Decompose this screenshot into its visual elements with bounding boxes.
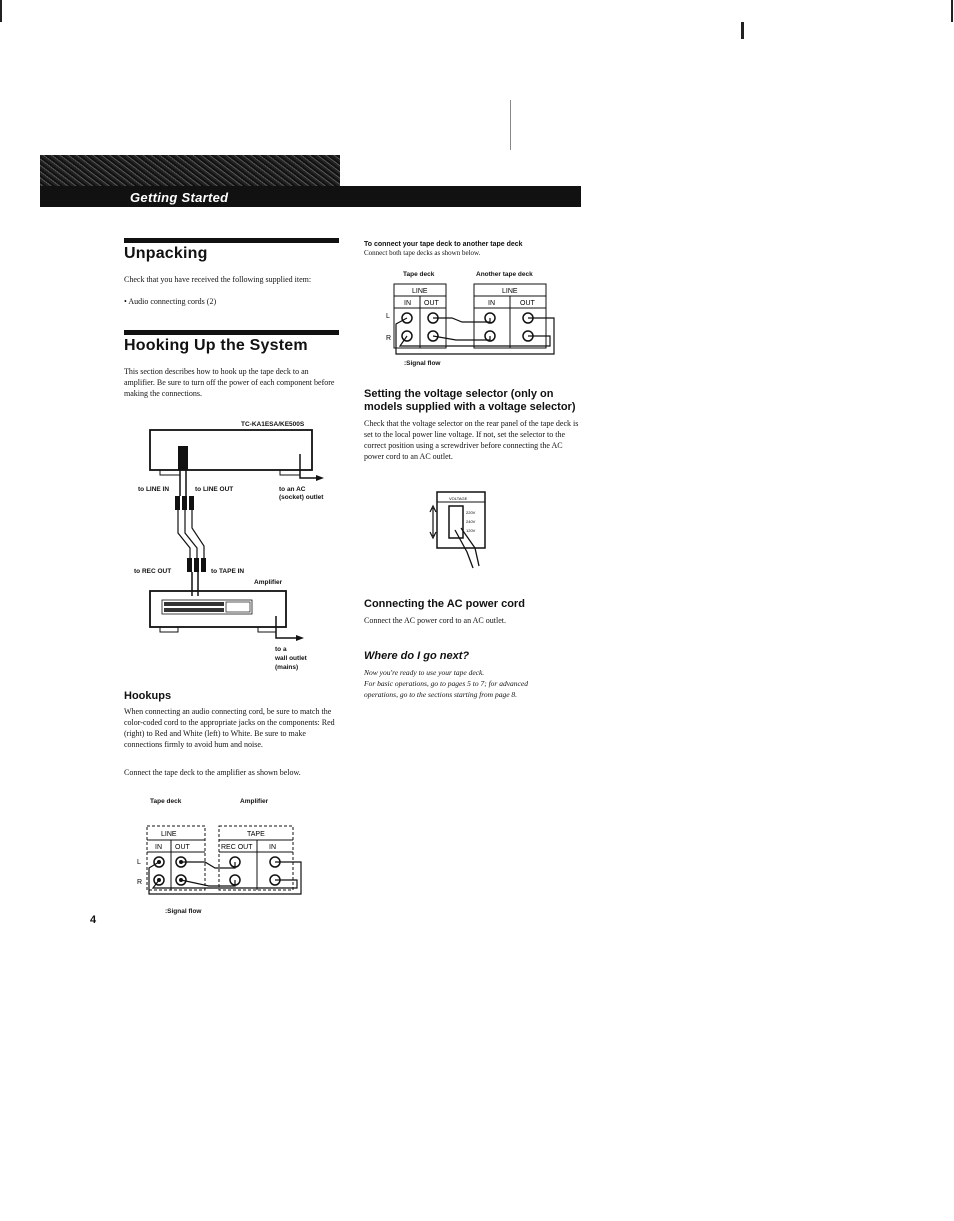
diagram3-left-label: Tape deck [403,271,435,278]
page-number: 4 [90,914,97,926]
section-rule [124,238,339,243]
hooking-title: Hooking Up the System [124,337,308,354]
voltage-option: 220V [466,510,476,515]
out-label: OUT [175,844,190,851]
plug [175,496,180,510]
l-label: L [137,859,141,866]
scan-mark [510,100,511,150]
plug [182,496,187,510]
wall-outlet-label: wall outlet [275,655,307,662]
hookups-text-2: Connect the tape deck to the amplifier as shown below. [124,768,301,777]
line-label: LINE [161,831,177,838]
line-label: LINE [502,288,518,295]
voltage-selector-diagram [425,490,495,570]
plug [189,496,194,510]
deck-power-arrow [316,475,324,481]
unpacking-title: Unpacking [124,245,208,262]
next-line-1: Now you're ready to use your tape deck. [364,668,485,677]
header-label: Getting Started [130,190,229,205]
another-deck-text: Connect both tape decks as shown below. [364,249,481,257]
in-label: IN [155,844,162,851]
r-label: R [137,879,143,886]
diagram3-right-label: Another tape deck [476,271,533,278]
out-label: OUT [520,300,535,307]
cord [433,318,490,322]
cord [433,336,490,340]
ac-cord-title: Connecting the AC power cord [364,598,525,610]
to-line-out-label: to LINE OUT [195,486,234,493]
voltage-title-2: models supplied with a voltage selector) [364,401,576,413]
voltage-title-1: Setting the voltage selector (only on [364,388,554,400]
scan-mark [951,0,953,22]
r-label: R [386,335,392,342]
cable [192,510,204,558]
to-a-label: to a [275,646,287,653]
selector-slot [449,506,463,538]
two-deck-diagram [382,280,562,360]
model-label: TC-KA1ESA/KE500S [241,421,305,428]
plug [194,558,199,572]
amplifier-label: Amplifier [254,579,283,586]
voltage-text: Check that the voltage selector on the rear panel of the tape deck is set to the local power line voltage. If not, set the selector to the correct position using a screwdriver before connecting the AC power cord to an AC outlet. [364,419,579,461]
header-band [40,186,581,207]
out-label: OUT [424,300,439,307]
hooking-text: This section describes how to hook up the tape deck to an amplifier. Be sure to turn off the power of each component before making the connections. [124,367,335,398]
scan-mark [0,0,2,22]
tapedeck-amplifier-diagram [135,812,315,902]
plug [201,558,206,572]
mains-label: (mains) [275,664,299,671]
hookups-text-1: When connecting an audio connecting cord, be sure to match the color-coded cord to the appropriate jacks on the components: Red (right) to Red and White (left) to White. Be sure to make connections firmly to avoid hum and noise. [124,707,335,749]
cord [153,880,297,888]
to-line-in-label: to LINE IN [138,486,170,493]
arrow-icon [430,506,436,538]
in-label: IN [269,844,276,851]
l-label: L [386,313,390,320]
amplifier-jacks [226,602,250,612]
rec-out-label: REC OUT [221,844,253,851]
scan-mark [741,22,744,39]
amplifier-jacks [164,602,224,606]
amplifier-jacks [164,608,224,612]
diagram2-right-label: Amplifier [240,798,269,805]
voltage-option: 240V [466,519,476,524]
header-texture [40,155,340,187]
in-label: IN [404,300,411,307]
voltage-panel-label: VOLTAGE [449,496,468,501]
to-ac-label: to an AC [279,486,306,493]
ac-cord-text: Connect the AC power cord to an AC outlet. [364,616,506,625]
to-ac-label-2: (socket) outlet [279,494,324,501]
unpacking-text: Check that you have received the following supplied item: [124,275,312,284]
cable [185,510,197,558]
deck-power-cord [300,454,316,478]
amp-power-arrow [296,635,304,641]
tape-label: TAPE [247,831,265,838]
voltage-option: 120V [466,528,476,533]
signal-flow-label: :Signal flow [165,908,202,915]
cord [181,862,235,868]
next-line-3: operations, go to the sections starting from page 8. [364,690,518,699]
plug [187,558,192,572]
deck-jack-block [178,446,188,470]
section-rule [124,330,339,335]
diagram2-left-label: Tape deck [150,798,182,805]
signal-flow-label: :Signal flow [404,360,441,367]
cable [178,510,190,558]
line-label: LINE [412,288,428,295]
cord [149,862,301,894]
cord [181,880,235,886]
another-deck-title: To connect your tape deck to another tape deck [364,241,523,248]
tape-deck-shape [150,430,312,470]
to-rec-out-label: to REC OUT [134,568,172,575]
unpacking-item: • Audio connecting cords (2) [124,297,217,306]
next-title: Where do I go next? [364,650,470,662]
in-label: IN [488,300,495,307]
hookups-title: Hookups [124,690,172,702]
next-line-2: For basic operations, go to pages 5 to 7; for advanced [364,679,528,688]
system-hookup-diagram [130,428,345,673]
to-tape-in-label: to TAPE IN [211,568,245,575]
